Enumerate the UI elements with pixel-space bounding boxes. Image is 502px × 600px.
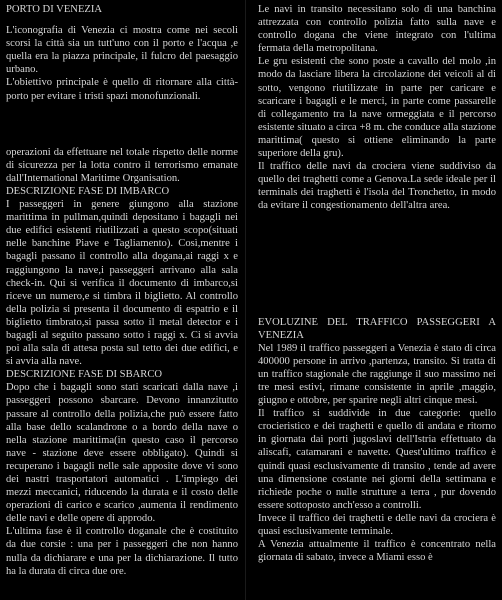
column-divider — [245, 0, 246, 600]
heading-sbarco: DESCRIZIONE FASE DI SBARCO — [6, 369, 163, 381]
imbarco-paragraph: I passeggeri in genere giungono alla stazione marittima in pullman,quindi depositano i bagagli nei due edifici esistenti riutilizzati a questo scopo(situati nelle banchine Piave e Tagliamento). Così,mentre i bagagli passano il controllo alla dogana,ai raggi x e raggiungono la nave,i passeggeri arrivano alla sala check-in. Qui si verifica il documento di imbarco,si riceve un numero,e si timbra il biglietto. Al controllo della polizia si presenta il documento di espatrio e il biglietto timbrato,si passa sotto il metal detector e i bagagli al seguito passano sotto i raggi x. Ci si avvia poi alla sala di attesa posta sul tetto dei due edifici, e si avvia alla nave. — [6, 199, 238, 368]
dogana-paragraph: L'ultima fase è il controllo doganale che è costituito da due corsie : una per i passeggeri che non hanno nulla da dichiarare e una per la dichiarazione. Il tutto ha la durata di circa due ore. — [6, 526, 238, 577]
security-paragraph: operazioni da effettuare nel totale rispetto delle norme di sicurezza per la lotta contro il terrorismo emanate dall'International Maritime Organisation. — [6, 146, 238, 184]
section-title-porto: PORTO DI VENEZIA — [6, 4, 103, 15]
right-column — [258, 0, 496, 600]
transit-paragraph: Le navi in transito necessitano solo di una banchina attrezzata con controllo polizia fatto sulla nave e controllo dogana che viene integrato con l'ultima fermata della metropolitana. — [258, 4, 496, 55]
sbarco-paragraph: Dopo che i bagagli sono stati scaricati dalla nave ,i passeggeri possono sbarcare. Devono innanzitutto passare al controllo della polizia,che può essere fatto alla base dello scalandrone o a bordo della nave o nella stazione marittima(in questo caso il percorso nave - stazione deve essere obbligato). Quindi si recuperano i bagagli nelle sale apposite dove vi sono dei nastri trasportatori automatici . L'impiego dei mezzi meccanici, riducendo la durata e il costo delle operazioni di carico e scarico ,aumenta il rendimento delle navi e delle opere di approdo. — [6, 382, 238, 525]
traghetti-paragraph: Invece il traffico dei traghetti e delle navi da crociera è quasi esclusivamente terminale. — [258, 512, 496, 537]
heading-imbarco: DESCRIZIONE FASE DI IMBARCO — [6, 185, 170, 197]
categories-paragraph: Il traffico si suddivide in due categorie: quello crocieristico e dei traghetti e quello di andata e ritorno in giornata dai porti jugoslavi dell'Istria effettuato da aliscafi, catamarani e navette. Quest'ultimo traffico è quindi quasi esclusivamente di transito , tende ad avere una dimensione costante nei giorni della settimana e richiede poche o nulle strutture a terra , pur dovendo essere sottoposto anch'esso a controlli. — [258, 408, 496, 511]
stats-paragraph: Nel 1989 il traffico passeggeri a Venezia è stato di circa 400000 persone in arrivo ,partenza, transito. Si tratta di un traffico stagionale che raggiunge il suo massimo nei tre mesi estivi, rimane consistente in aprile ,maggio, giugno e ottobre, per sparire negli altri cinque mesi. — [258, 342, 496, 407]
sabato-paragraph: A Venezia attualmente il traffico è concentrato nella giornata di sabato, invece a Miami esso è — [258, 539, 496, 564]
gru-paragraph: Le gru esistenti che sono poste a cavallo del molo ,in modo da lasciare libera la circolazione dei veicoli al di sotto, vengono riutilizzate in parte per caricare e scaricare i bagagli e le merci, in parte come passarelle di collegamento tra la nave ormeggiata e il percorso esistente situato a circa +8 m. che conduce alla stazione marittima( questo si ottiene eliminando la parte superiore della gru). — [258, 56, 496, 160]
left-column — [6, 0, 238, 600]
traffico-paragraph: Il traffico delle navi da crociera viene suddiviso da quello dei traghetti come a Genova.La sede ideale per il terminals dei traghetti è l'isola del Tronchetto, in modo da evitare il congestionamento dell'altra area. — [258, 161, 496, 212]
section-title-evoluzione: EVOLUZINE DEL TRAFFICO PASSEGGERI A VENEZIA — [258, 316, 496, 341]
intro-paragraph-1: L'iconografia di Venezia ci mostra come nei secoli scorsi la città sia un tutt'uno con il porto e l'acqua ,e quella era la piazza principale, il fulcro del paesaggio urbano. — [6, 25, 238, 76]
intro-paragraph-2: L'obiettivo principale è quello di ritornare alla città-porto per evitare i tristi spazi monofunzionali. — [6, 77, 238, 102]
